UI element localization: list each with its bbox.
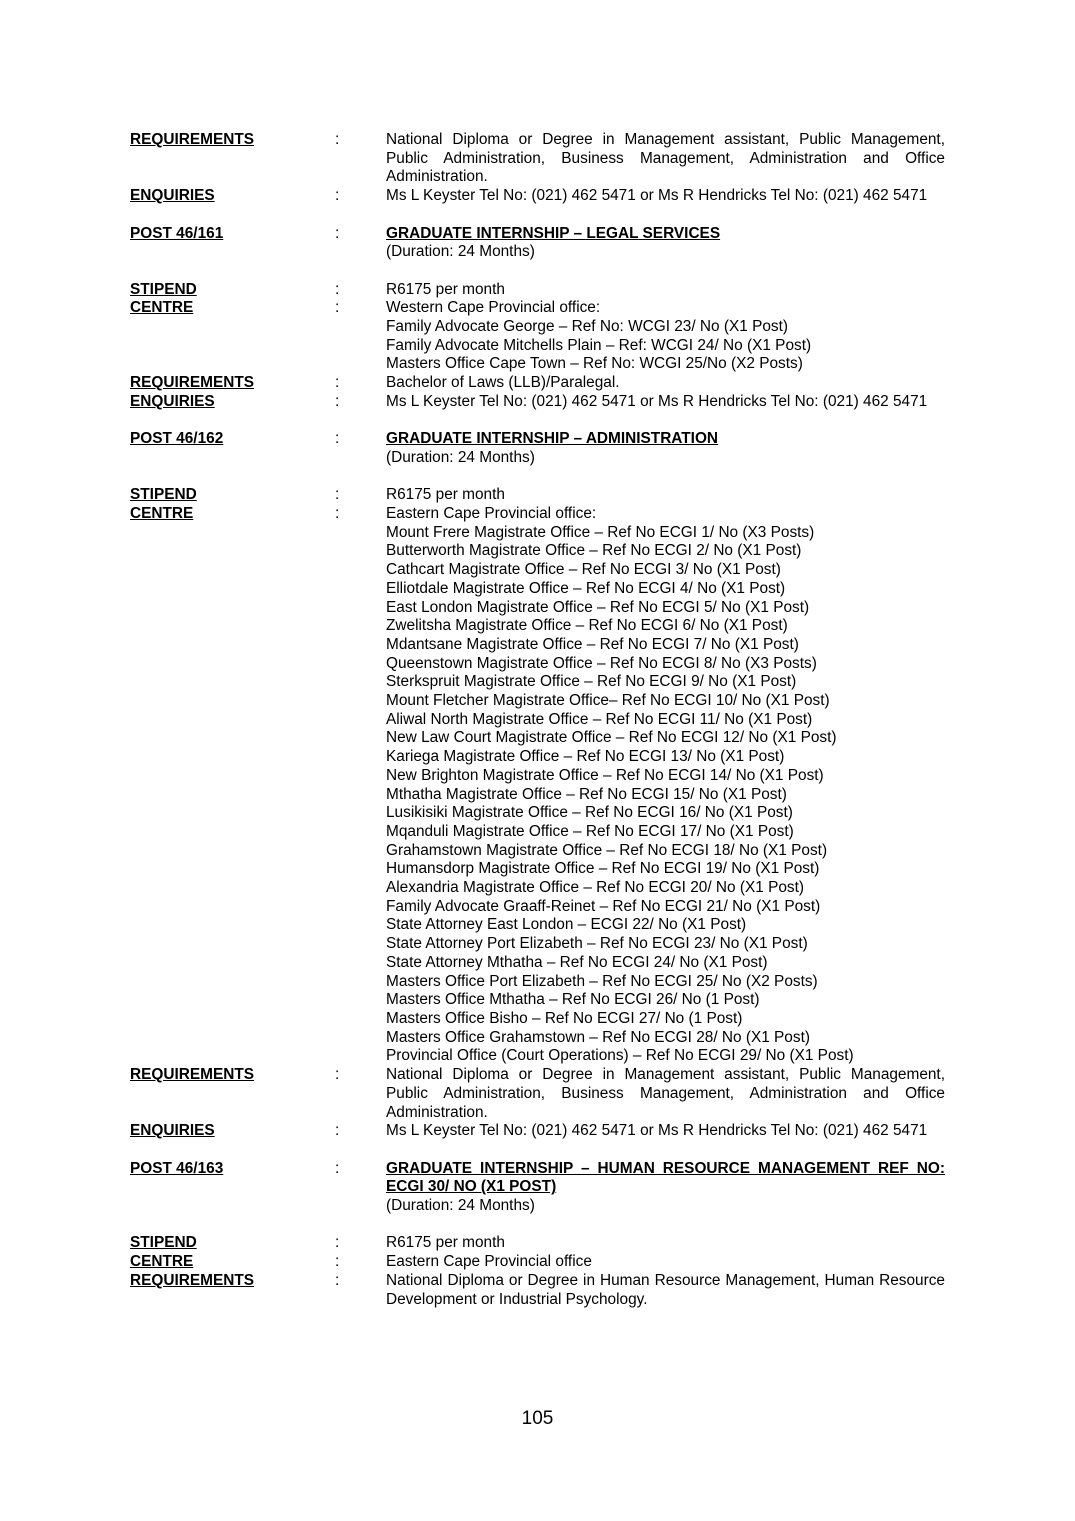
centre-line: Queenstown Magistrate Office – Ref No ECGI 8/ No (X3 Posts) [386,654,817,672]
enquiries-text: Ms L Keyster Tel No: (021) 462 5471 or Ms R Hendricks Tel No: (021) 462 5471 [386,1122,928,1140]
centre-line: Alexandria Magistrate Office – Ref No ECGI 20/ No (X1 Post) [386,879,805,897]
post-title: GRADUATE INTERNSHIP – ADMINISTRATION [386,430,719,448]
requirements-text: Bachelor of Laws (LLB)/Paralegal. [386,374,620,392]
centre-line: Lusikisiki Magistrate Office – Ref No ECGI 16/ No (X1 Post) [386,804,793,822]
centre-line: New Law Court Magistrate Office – Ref No ECGI 12/ No (X1 Post) [386,729,837,747]
centre-line: Mqanduli Magistrate Office – Ref No ECGI 17/ No (X1 Post) [386,822,794,840]
field-colon: : [335,1271,340,1289]
stipend-value: R6175 per month [386,280,505,298]
requirements-text: National Diploma or Degree in Management assistant, Public Management, Public Administration, Business Management, Administration and Office Administration. [386,131,945,186]
centre-line: Masters Office Bisho – Ref No ECGI 27/ No (1 Post) [386,1009,743,1027]
field-label: REQUIREMENTS [130,374,254,392]
stipend-row [130,1234,945,1253]
stipend-row [130,486,945,505]
field-label: REQUIREMENTS [130,131,254,148]
field-value [386,374,945,393]
field-colon: : [335,1234,340,1252]
field-value [386,225,945,262]
requirements-row [130,1066,945,1122]
field-label: ENQUIRIES [130,187,215,205]
post-duration: (Duration: 24 Months) [386,448,535,466]
field-value [386,131,945,187]
centre-line: Aliwal North Magistrate Office – Ref No ECGI 11/ No (X1 Post) [386,710,813,728]
centre-line: Mount Fletcher Magistrate Office– Ref No ECGI 10/ No (X1 Post) [386,692,830,710]
field-colon: : [335,505,340,522]
field-colon: : [335,1066,340,1084]
post-title: GRADUATE INTERNSHIP – LEGAL SERVICES [386,224,721,242]
field-colon: : [335,1159,340,1177]
stipend-row [130,281,945,300]
field-label: STIPEND [130,1234,197,1252]
post-heading-row [130,225,945,262]
field-value [386,1272,945,1309]
field-value [386,187,945,206]
field-colon: : [335,1253,340,1271]
centre-line: Elliotdale Magistrate Office – Ref No ECGI 4/ No (X1 Post) [386,579,786,597]
field-label: STIPEND [130,280,197,298]
centre-row [130,505,945,1066]
centre-line: State Attorney Mthatha – Ref No ECGI 24/ No (X1 Post) [386,953,768,971]
centre-line: Humansdorp Magistrate Office – Ref No ECGI 19/ No (X1 Post) [386,860,820,878]
spacer [130,1141,945,1160]
field-value [386,430,945,467]
centre-line: Mthatha Magistrate Office – Ref No ECGI 15/ No (X1 Post) [386,785,787,803]
requirements-row [130,1272,945,1309]
field-value [386,299,945,374]
centre-line: Zwelitsha Magistrate Office – Ref No ECGI 6/ No (X1 Post) [386,617,788,635]
field-label: ENQUIRIES [130,392,215,410]
field-colon: : [335,280,340,298]
field-label: ENQUIRIES [130,1122,215,1140]
document-body [130,131,945,1309]
centre-line: Provincial Office (Court Operations) – Ref No ECGI 29/ No (X1 Post) [386,1047,854,1065]
enquiries-row [130,393,945,412]
field-value [386,1066,945,1122]
centre-line: Masters Office Mthatha – Ref No ECGI 26/ No (1 Post) [386,991,760,1009]
field-label: CENTRE [130,1253,194,1271]
field-label: POST 46/162 [130,430,224,448]
enquiries-row [130,1122,945,1141]
enquiries-text: Ms L Keyster Tel No: (021) 462 5471 or Ms R Hendricks Tel No: (021) 462 5471 [386,392,928,410]
field-colon: : [335,131,340,148]
requirements-text: National Diploma or Degree in Management assistant, Public Management, Public Administration, Business Management, Administration and Office Administration. [386,1066,945,1121]
centre-line: Grahamstown Magistrate Office – Ref No ECGI 18/ No (X1 Post) [386,841,828,859]
field-label: CENTRE [130,505,194,522]
spacer [130,1216,945,1235]
centre-line: Kariega Magistrate Office – Ref No ECGI 13/ No (X1 Post) [386,748,785,766]
field-colon: : [335,374,340,392]
enquiries-row [130,187,945,206]
post-heading-row [130,430,945,467]
field-colon: : [335,430,340,448]
page-number: 105 [521,1408,554,1429]
spacer [130,468,945,487]
post-title: GRADUATE INTERNSHIP – HUMAN RESOURCE MANAGEMENT REF NO: ECGI 30/ NO (X1 POST) [386,1159,945,1196]
centre-line: State Attorney East London – ECGI 22/ No (X1 Post) [386,916,747,934]
centre-row [130,299,945,374]
field-value [386,505,945,1066]
spacer [130,262,945,281]
post-duration: (Duration: 24 Months) [386,243,535,261]
field-label: POST 46/163 [130,1159,224,1177]
centre-line: Eastern Cape Provincial office: [386,505,597,522]
field-colon: : [335,1122,340,1140]
centre-line: Sterkspruit Magistrate Office – Ref No ECGI 9/ No (X1 Post) [386,673,797,691]
stipend-value: R6175 per month [386,486,505,504]
centre-line: State Attorney Port Elizabeth – Ref No ECGI 23/ No (X1 Post) [386,935,808,953]
field-label: CENTRE [130,299,194,317]
centre-line: Mount Frere Magistrate Office – Ref No ECGI 1/ No (X3 Posts) [386,523,815,541]
field-label: REQUIREMENTS [130,1066,254,1084]
field-colon: : [335,224,340,242]
spacer [130,206,945,225]
centre-line: Butterworth Magistrate Office – Ref No ECGI 2/ No (X1 Post) [386,542,802,560]
centre-line: East London Magistrate Office – Ref No ECGI 5/ No (X1 Post) [386,598,810,616]
field-value [386,486,945,505]
enquiries-text: Ms L Keyster Tel No: (021) 462 5471 or Ms R Hendricks Tel No: (021) 462 5471 [386,187,928,205]
field-value [386,281,945,300]
requirements-text: National Diploma or Degree in Human Resource Management, Human Resource Development or Industrial Psychology. [386,1271,945,1308]
field-value [386,393,945,412]
post-heading-row [130,1160,945,1216]
centre-line: Mdantsane Magistrate Office – Ref No ECGI 7/ No (X1 Post) [386,635,799,653]
centre-line: Eastern Cape Provincial office [386,1253,592,1271]
field-value [386,1234,945,1253]
post-duration: (Duration: 24 Months) [386,1197,535,1214]
field-value [386,1253,945,1272]
centre-line: Western Cape Provincial office: [386,299,601,317]
stipend-value: R6175 per month [386,1234,505,1252]
field-label: REQUIREMENTS [130,1271,254,1289]
field-colon: : [335,187,340,205]
requirements-row [130,131,945,187]
centre-line: Masters Office Grahamstown – Ref No ECGI 28/ No (X1 Post) [386,1028,810,1046]
centre-line: Family Advocate George – Ref No: WCGI 23/ No (X1 Post) [386,318,789,335]
centre-line: New Brighton Magistrate Office – Ref No ECGI 14/ No (X1 Post) [386,766,824,784]
centre-line: Masters Office Cape Town – Ref No: WCGI 25/No (X2 Posts) [386,355,803,373]
centre-line: Cathcart Magistrate Office – Ref No ECGI 3/ No (X1 Post) [386,561,781,579]
field-label: STIPEND [130,486,197,504]
centre-row [130,1253,945,1272]
centre-line: Family Advocate Mitchells Plain – Ref: WCGI 24/ No (X1 Post) [386,336,812,354]
field-colon: : [335,486,340,504]
field-value [386,1160,945,1216]
spacer [130,412,945,431]
field-value [386,1122,945,1141]
centre-line: Masters Office Port Elizabeth – Ref No ECGI 25/ No (X2 Posts) [386,972,818,990]
field-colon: : [335,299,340,317]
centre-line: Family Advocate Graaff-Reinet – Ref No ECGI 21/ No (X1 Post) [386,897,821,915]
field-colon: : [335,392,340,410]
requirements-row [130,374,945,393]
field-label: POST 46/161 [130,224,224,242]
